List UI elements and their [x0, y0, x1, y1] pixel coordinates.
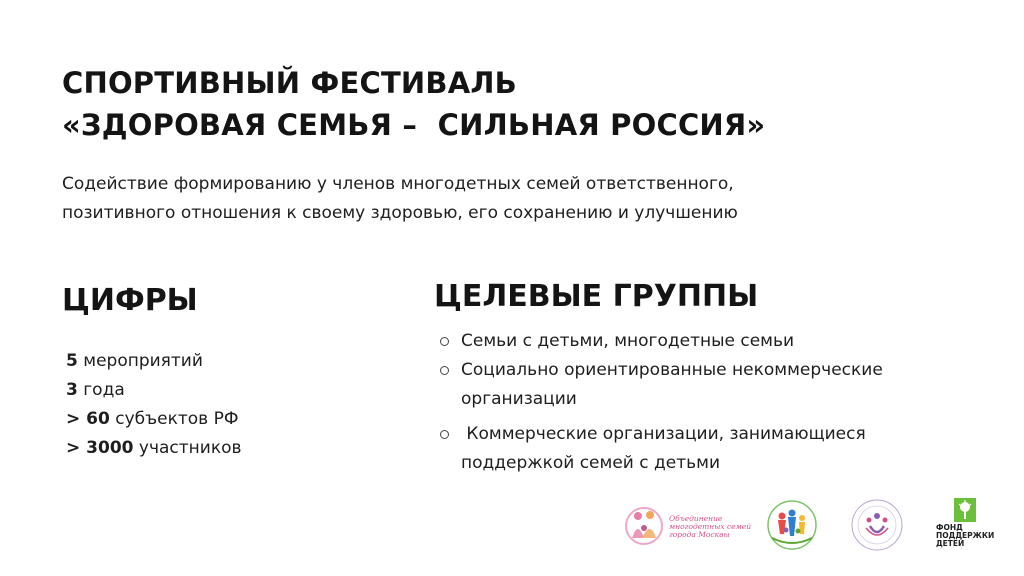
family-association-emblem-icon [622, 498, 668, 552]
figure-number: 5 [66, 351, 78, 371]
subtitle [62, 170, 738, 228]
figure-item: > 60 субъектов РФ [66, 409, 239, 429]
page-title [62, 62, 765, 146]
figure-number: 3 [66, 380, 78, 400]
target-groups-list [440, 327, 1000, 478]
subtitle-line-2: позитивного отношения к своему здоровью, его сохранению и улучшению [62, 203, 738, 223]
circle-bullet-icon [440, 337, 449, 346]
figure-label: субъектов РФ [109, 409, 239, 429]
circle-bullet-icon [440, 366, 449, 375]
family-figures-logo [764, 498, 820, 552]
title-line-2: «ЗДОРОВАЯ СЕМЬЯ – СИЛЬНАЯ РОССИЯ» [62, 108, 766, 142]
figures-list [66, 347, 242, 463]
title-line-1: СПОРТИВНЫЙ ФЕСТИВАЛЬ [62, 66, 517, 100]
subtitle-line-1: Содействие формированию у членов многодетных семей ответственного, [62, 174, 734, 194]
figure-label: участников [133, 438, 242, 458]
figure-label: мероприятий [77, 351, 203, 371]
children-support-fund-logo: ФОНД ПОДДЕРЖКИ ДЕТЕЙ [936, 498, 988, 552]
figure-number: 3000 [86, 438, 134, 458]
list-item: Социально ориентированные некоммерческие организации [440, 356, 1000, 414]
partner-logos [622, 498, 994, 552]
family-figures-icon [764, 498, 820, 552]
figure-item [66, 347, 242, 376]
figures-heading: ЦИФРЫ [62, 283, 198, 318]
figure-label: года [77, 380, 125, 400]
mnogodetnaya-rossiya-logo [848, 498, 906, 552]
target-groups-heading: ЦЕЛЕВЫЕ ГРУППЫ [434, 279, 759, 314]
family-association-logo: Объединение многодетных семей города Москвы [622, 498, 737, 552]
figure-item [66, 376, 242, 405]
list-item: Семьи с детьми, многодетные семьи [440, 327, 1000, 356]
circle-bullet-icon [440, 430, 449, 439]
figure-item: > 3000 участников [66, 438, 242, 458]
figure-number: 60 [86, 409, 110, 429]
tree-icon [954, 498, 976, 522]
list-item: Коммерческие организации, занимающиеся поддержкой семей с детьми [440, 420, 1000, 478]
mnogodetnaya-rossiya-emblem-icon [848, 498, 906, 552]
